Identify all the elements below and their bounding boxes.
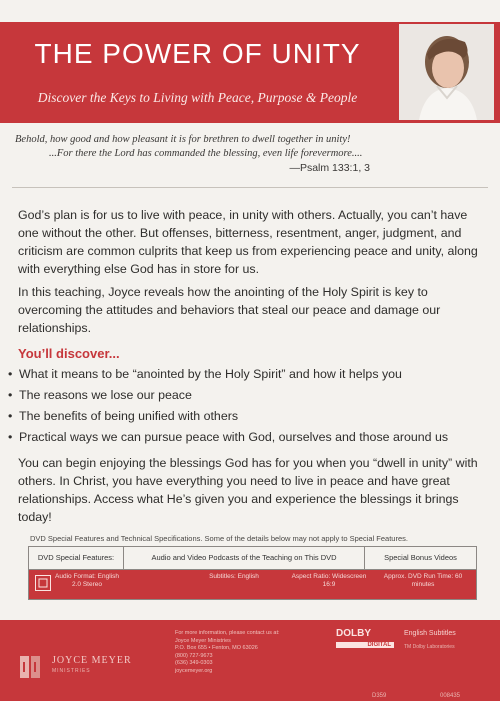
ministry-name: JOYCE MEYER bbox=[52, 655, 132, 666]
spec-subtitles: Subtitles: English bbox=[209, 573, 259, 580]
divider bbox=[12, 187, 488, 188]
features-header-cell: Audio and Video Podcasts of the Teaching on This DVD bbox=[124, 547, 365, 569]
contact-info bbox=[175, 630, 315, 675]
list-item: • Practical ways we can pursue peace with God, ourselves and those around us bbox=[8, 430, 449, 444]
list-item: • The reasons we lose our peace bbox=[8, 388, 192, 402]
scripture-quote bbox=[15, 133, 485, 175]
contact-line: P.O. Box 655 • Fenton, MO 63026 bbox=[175, 645, 258, 651]
spec-audio-format: Audio Format: English 2.0 Stereo bbox=[55, 573, 119, 588]
quote-line: ...For there the Lord has commanded the blessing, even life forevermore.... bbox=[49, 148, 363, 159]
list-item-text: The reasons we lose our peace bbox=[19, 388, 192, 402]
list-item: • The benefits of being unified with others bbox=[8, 409, 239, 423]
english-subtitles-label: English Subtitles bbox=[404, 630, 456, 637]
dolby-logo bbox=[336, 628, 394, 648]
contact-line: Joyce Meyer Ministries bbox=[175, 637, 231, 644]
contact-line: (800) 727-9673 bbox=[175, 652, 213, 659]
list-item-text: What it means to be “anointed by the Holy Spirit” and how it helps you bbox=[19, 367, 402, 381]
features-header-cell: DVD Special Features: bbox=[29, 547, 124, 569]
quote-line: Behold, how good and how pleasant it is for brethren to dwell together in unity! bbox=[15, 134, 351, 145]
spec-aspect-ratio: Aspect Ratio: Widescreen 16:9 bbox=[291, 573, 367, 588]
list-item-text: The benefits of being unified with others bbox=[19, 409, 239, 423]
dvd-icon bbox=[35, 575, 51, 591]
product-code: D359 bbox=[372, 693, 387, 699]
page-title: THE POWER OF UNITY bbox=[34, 38, 361, 69]
features-spec-row bbox=[29, 570, 476, 599]
trademark-note: TM Dolby Laboratories bbox=[404, 644, 455, 650]
contact-line: joycemeyer.org bbox=[175, 667, 213, 674]
features-header-row bbox=[29, 547, 476, 570]
dolby-wordmark: DOLBY bbox=[336, 628, 371, 639]
description-paragraph: In this teaching, Joyce reveals how the anointing of the Holy Spirit is key to overcoming the attitudes and behaviors that steal our peace and damage our relationships. bbox=[18, 285, 441, 335]
closing-paragraph: You can begin enjoying the blessings God has for you when you “dwell in unity” with others. In Christ, you have everything you need to live in peace and have great relationships. Access what He’s given you and experience the blessings it brings today! bbox=[18, 456, 478, 524]
quote-reference: —Psalm 133:1, 3 bbox=[289, 162, 370, 174]
ministry-sub: MINISTRIES bbox=[52, 668, 91, 674]
features-note: DVD Special Features and Technical Specifications. Some of the details below may not apply to Special Features. bbox=[30, 534, 408, 543]
ministry-logo-icon bbox=[18, 654, 42, 680]
features-header-cell: Special Bonus Videos bbox=[384, 553, 457, 562]
contact-line: (636) 349-0303 bbox=[175, 660, 213, 666]
contact-line: For more information, please contact us at: bbox=[175, 630, 280, 636]
dolby-digital: DIGITAL bbox=[336, 642, 394, 648]
author-photo bbox=[399, 24, 494, 120]
description-paragraph: God’s plan is for us to live with peace, in unity with others. Actually, you can’t have one without the other. But offenses, bitterness, resentment, anger, judgment, and criticism are common culprits that keep us from experiencing peace and unity, along with everything else God has in store for us. bbox=[18, 208, 478, 276]
features-table bbox=[28, 546, 477, 600]
discover-list bbox=[8, 364, 488, 448]
discover-heading: You’ll discover... bbox=[18, 346, 120, 361]
spec-run-time: Approx. DVD Run Time: 60 minutes bbox=[383, 573, 463, 588]
list-item-text: Practical ways we can pursue peace with God, ourselves and those around us bbox=[19, 430, 449, 444]
subtitle: Discover the Keys to Living with Peace, Purpose & People bbox=[37, 90, 358, 105]
author-portrait-icon bbox=[399, 24, 494, 120]
list-item: • What it means to be “anointed by the Holy Spirit” and how it helps you bbox=[8, 367, 402, 381]
barcode-number: 008435 bbox=[440, 693, 461, 699]
